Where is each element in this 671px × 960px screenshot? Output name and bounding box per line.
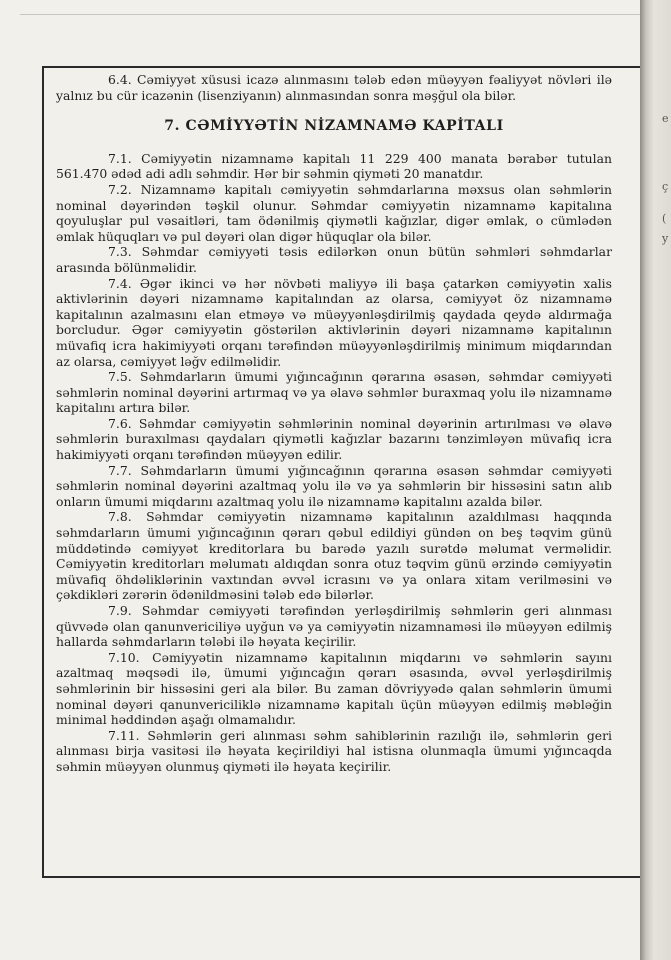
margin-glyph: ( (662, 212, 667, 225)
paragraph-7-10: 7.10. Cəmiyyətin nizamnamə kapitalının miqdarını və səhmlərin sayını azaltmaq məqsədi ilə, ümumi yığıncağın qərarı əsasında, əvvəl yerləşdirilmiş səhmlərinin bir hissəsini geri ala bilər. Bu zaman dövriyyədə qalan səhmlərin ümumi nominal dəyəri qanunvericiliklə nizamnamə kapitalı üçün müəyyən edilmiş məbləğin minimal həddindən aşağı olmamalıdır. (56, 649, 612, 728)
paragraph-7-1: 7.1. Cəmiyyətin nizamnamə kapitalı 11 229 400 manata bərabər tutulan 561.470 ədəd adi adlı səhmdir. Hər bir səhmin qiyməti 20 manatdır. (56, 150, 612, 182)
paragraph-6-4: 6.4. Cəmiyyət xüsusi icazə alınmasını tələb edən müəyyən fəaliyyət növləri ilə yalnız bu cür icazənin (lisenziyanın) alınmasından sonra məşğul ola bilər. (56, 72, 612, 103)
adjacent-page-edge (640, 0, 671, 960)
paragraph-7-6: 7.6. Səhmdar cəmiyyətin səhmlərinin nominal dəyərinin artırılması və əlavə səhmlərin buraxılması qaydaları qiymətli kağızlar bazarını tənzimləyən müvafiq icra hakimiyyəti orqanı tərəfindən müəyyən edilir. (56, 415, 612, 463)
paragraph-7-11: 7.11. Səhmlərin geri alınması səhm sahiblərinin razılığı ilə, səhmlərin geri alınması birja vasitəsi ilə həyata keçirildiyi hal istisna olunmaqla ümumi yığıncaqda səhmin müəyyən olunmuş qiymәti ilə həyata keçirilir. (56, 727, 612, 774)
paragraph-7-9: 7.9. Səhmdar cəmiyyəti tərəfindən yerləşdirilmiş səhmlərin geri alınması qüvvədə olan qanunvericiliyə uyğun və ya cəmiyyətin nizamnaməsi ilə müəyyən edilmiş hallarda səhmdarların tələbi ilə həyata keçirilir. (56, 603, 612, 650)
paragraph-7-4: 7.4. Əgər ikinci və hər növbəti maliyyə ili başa çatarkən cəmiyyətin xalis aktivlərinin dəyəri nizamnamə kapitalından az olarsa, cəmiyyət öz nizamnamə kapitalının azalmasını elan etməyə və müəyyənləşdirilmiş qaydada qeydə aldırmağa borcludur. Əgər cəmiyyətin göstərilən aktivlərinin dəyəri nizamnamə kapitalının müvafiq icra hakimiyyəti orqanı tərəfindən müəyyənləşdirilmiş minimum miqdarından az olarsa, cəmiyyət ləğv edilməlidir. (56, 275, 612, 369)
document-body (56, 72, 612, 775)
margin-glyph: y (662, 232, 669, 245)
paragraph-7-7: 7.7. Səhmdarların ümumi yığıncağının qərarına əsasən səhmdar cəmiyyəti səhmlərin nominal dəyərini azaltmaq yolu ilə və ya səhmlərin bir hissəsini satın alıb onların ümumi miqdarını azaltmaq yolu ilə nizamnamə kapitalını azalda bilər. (56, 462, 612, 509)
margin-glyph: ç (662, 180, 669, 193)
margin-glyph: e (662, 112, 669, 125)
paragraph-7-8: 7.8. Səhmdar cəmiyyətin nizamnamə kapitalının azaldılması haqqında səhmdarların ümumi yığıncağının qərarı qəbul edildiyi gündən on beş təqvim günü müddətində cəmiyyət kreditorlara bu barədə yazılı surətdə məlumat verməlidir. Cəmiyyətin kreditorları məlumatı aldıqdan sonra otuz təqvim günü ərzində cəmiyyətin müvafiq öhdəliklərinin vaxtından əvvəl icrasını və ya onlara xitam verilməsini və çəkdikləri zərərin ödənildməsini tələb edə bilərlər. (56, 509, 612, 603)
section-title: 7. CƏMİYYƏTİN NİZAMNAMƏ KAPİTALI (164, 118, 504, 135)
paragraph-7-2: 7.2. Nizamnamə kapitalı cəmiyyətin səhmdarlarına məxsus olan səhmlərin nominal dəyərindən təşkil olunur. Səhmdar cəmiyyətin nizamnamə kapitalına qoyuluşlar pul vəsaitləri, tam ödənilmiş qiymətli kağızlar, digər əmlak, o cümlədən əmlak hüquqları və pul dəyəri olan digər hüquqlar ola bilər. (56, 181, 612, 244)
paragraph-7-3: 7.3. Səhmdar cəmiyyəti təsis edilərkən onun bütün səhmləri səhmdarlar arasında bölünməlidir. (56, 244, 612, 275)
page-top-edge (20, 14, 640, 15)
paragraph-7-5: 7.5. Səhmdarların ümumi yığıncağının qərarına əsasən, səhmdar cəmiyyəti səhmlərin nominal dəyərini artırmaq və ya əlavə səhmlər buraxmaq yolu ilə nizamnamə kapitalını artıra bilər. (56, 369, 612, 416)
